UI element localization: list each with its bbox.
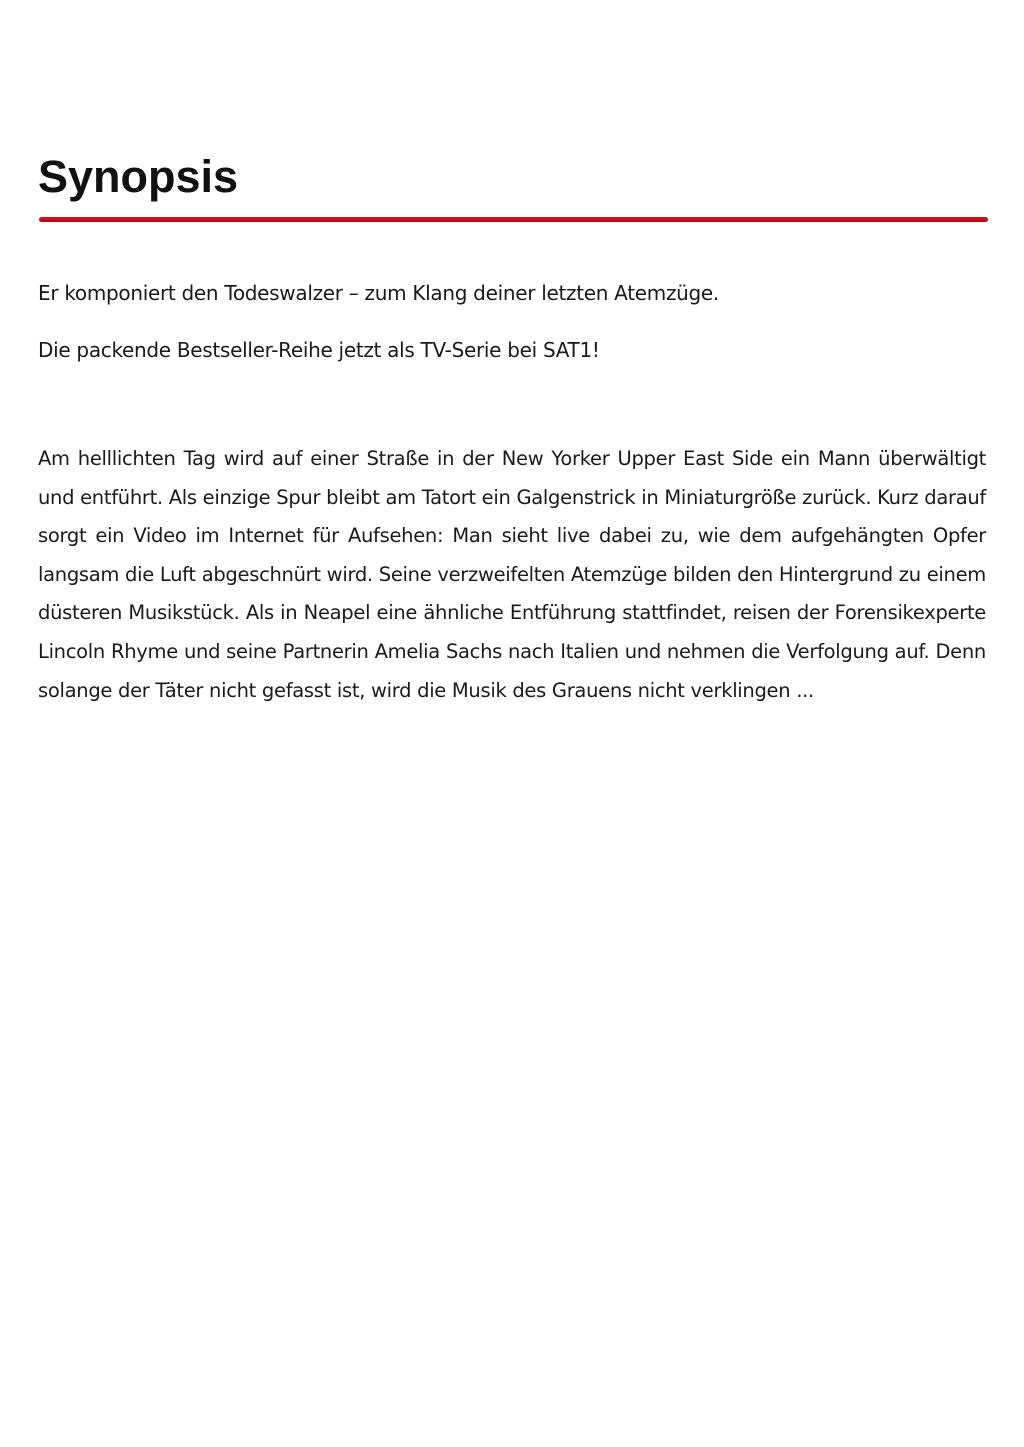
- tagline: Er komponiert den Todeswalzer – zum Klang deiner letzten Atemzüge.: [38, 281, 719, 305]
- title-divider: [39, 217, 988, 222]
- synopsis-body: Am helllichten Tag wird auf einer Straße in der New Yorker Upper East Side ein Mann überwältigt und entführt. Als einzige Spur bleibt am Tatort ein Galgenstrick in Miniaturgröße zurück. Kurz darauf sorgt ein Video im Internet für Aufsehen: Man sieht live dabei zu, wie dem aufgehängten Opfer langsam die Luft abgeschnürt wird. Seine verzweifelten Atemzüge bilden den Hintergrund zu einem düsteren Musikstück. Als in Neapel eine ähnliche Entführung stattfindet, reisen der Forensikexperte Lincoln Rhyme und seine Partnerin Amelia Sachs nach Italien und nehmen die Verfolgung auf. Denn solange der Täter nicht gefasst ist, wird die Musik des Grauens nicht verklingen ...: [38, 447, 986, 702]
- page-title: Synopsis: [38, 151, 239, 202]
- tagline-tv-series: Die packende Bestseller-Reihe jetzt als TV-Serie bei SAT1!: [38, 338, 600, 362]
